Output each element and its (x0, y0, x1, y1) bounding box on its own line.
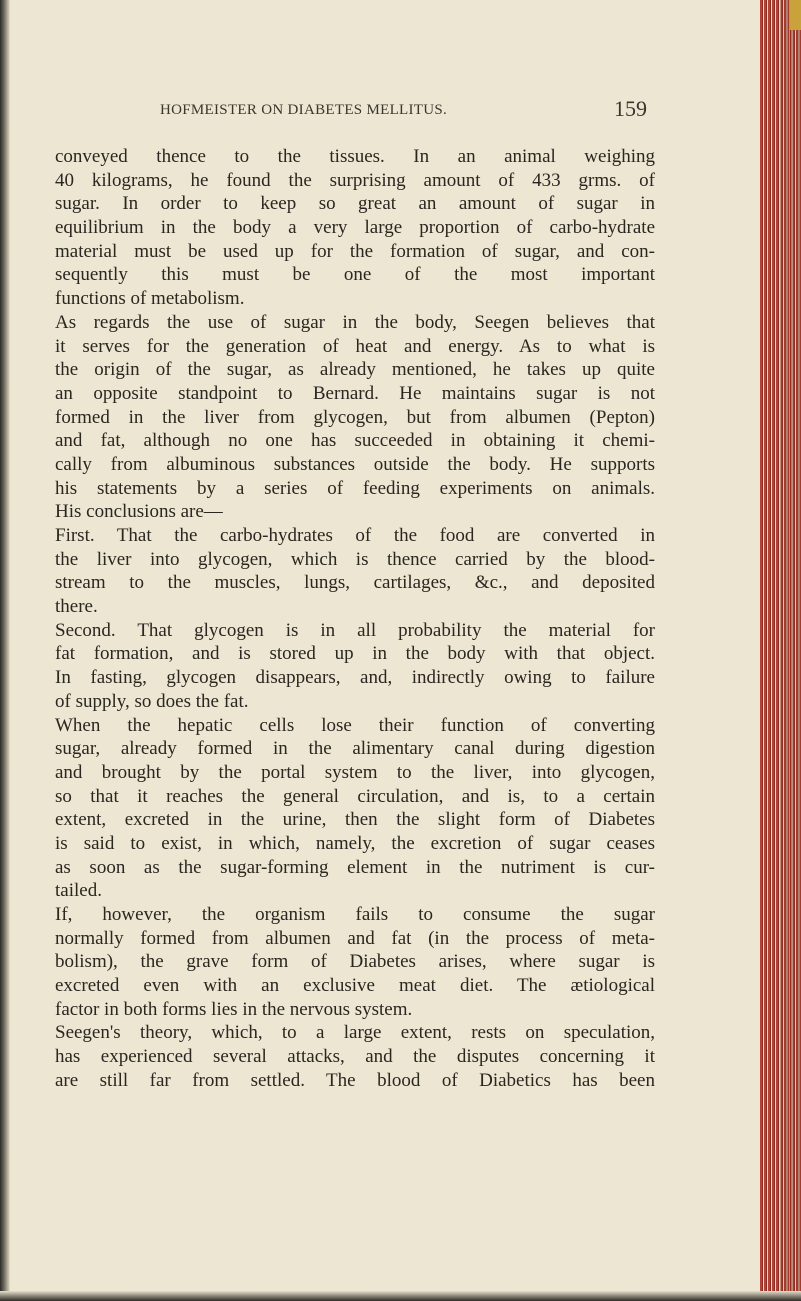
text-line: fat formation, and is stored up in the body with that object. (55, 643, 655, 665)
text-line: of supply, so does the fat. (55, 690, 249, 712)
text-line: Second. That glycogen is in all probability the material for (55, 619, 655, 641)
text-line: the liver into glycogen, which is thence carried by the blood- (55, 548, 655, 570)
text-line: His conclusions are— (55, 501, 223, 523)
text-line: sugar, already formed in the alimentary canal during digestion (55, 738, 655, 760)
text-line: the origin of the sugar, as already mentioned, he takes up quite (55, 359, 655, 381)
text-line: an opposite standpoint to Bernard. He maintains sugar is not (55, 382, 655, 404)
body-text (55, 145, 655, 1093)
text-line: stream to the muscles, lungs, cartilages, &c., and deposited (55, 572, 655, 594)
text-line: as soon as the sugar-forming element in the nutriment is cur- (55, 856, 655, 878)
text-line: it serves for the generation of heat and energy. As to what is (55, 335, 655, 357)
text-line: material must be used up for the formation of sugar, and con- (55, 240, 655, 262)
text-line: sugar. In order to keep so great an amount of sugar in (55, 193, 655, 215)
text-line: has experienced several attacks, and the disputes concerning it (55, 1046, 655, 1068)
text-line: extent, excreted in the urine, then the slight form of Diabetes (55, 809, 655, 831)
text-line: First. That the carbo-hydrates of the food are converted in (55, 525, 655, 546)
text-line: formed in the liver from glycogen, but from albumen (Pepton) (55, 406, 655, 428)
text-line: Seegen's theory, which, to a large extent, rests on speculation, (55, 1022, 655, 1044)
text-line: 40 kilograms, he found the surprising amount of 433 grms. of (55, 169, 655, 191)
page-bottom-shadow (0, 1291, 801, 1301)
text-line: there. (55, 596, 98, 618)
text-line: cally from albuminous substances outside the body. He supports (55, 453, 655, 475)
text-line: is said to exist, in which, namely, the excretion of sugar ceases (55, 832, 655, 854)
text-line: so that it reaches the general circulation, and is, to a certain (55, 785, 655, 807)
running-title: HOFMEISTER ON DIABETES MELLITUS. (160, 102, 448, 118)
page-edges-right-overlay (780, 0, 801, 1301)
text-line: excreted even with an exclusive meat diet. The ætiological (55, 975, 655, 997)
text-line: conveyed thence to the tissues. In an animal weighing (55, 146, 655, 167)
text-line: and brought by the portal system to the liver, into glycogen, (55, 761, 655, 783)
text-line: and fat, although no one has succeeded in obtaining it chemi- (55, 430, 655, 452)
book-gutter-shadow (0, 0, 10, 1301)
text-line: are still far from settled. The blood of Diabetics has been (55, 1069, 655, 1091)
text-line: bolism), the grave form of Diabetes arises, where sugar is (55, 951, 655, 973)
text-line: factor in both forms lies in the nervous system. (55, 998, 413, 1020)
text-line: functions of metabolism. (55, 288, 245, 310)
text-line: If, however, the organism fails to consume the sugar (55, 904, 655, 925)
bookmark-ribbon (790, 0, 801, 30)
text-line: tailed. (55, 880, 102, 902)
text-line: equilibrium in the body a very large proportion of carbo-hydrate (55, 217, 655, 239)
text-line: sequently this must be one of the most important (55, 264, 655, 286)
page-number: 159 (614, 96, 647, 121)
text-line: As regards the use of sugar in the body, Seegen believes that (55, 311, 655, 333)
text-line: In fasting, glycogen disappears, and, indirectly owing to failure (55, 667, 655, 689)
text-line: normally formed from albumen and fat (in the process of meta- (55, 927, 655, 949)
text-line: his statements by a series of feeding experiments on animals. (55, 477, 655, 499)
text-line: When the hepatic cells lose their function of converting (55, 714, 655, 736)
